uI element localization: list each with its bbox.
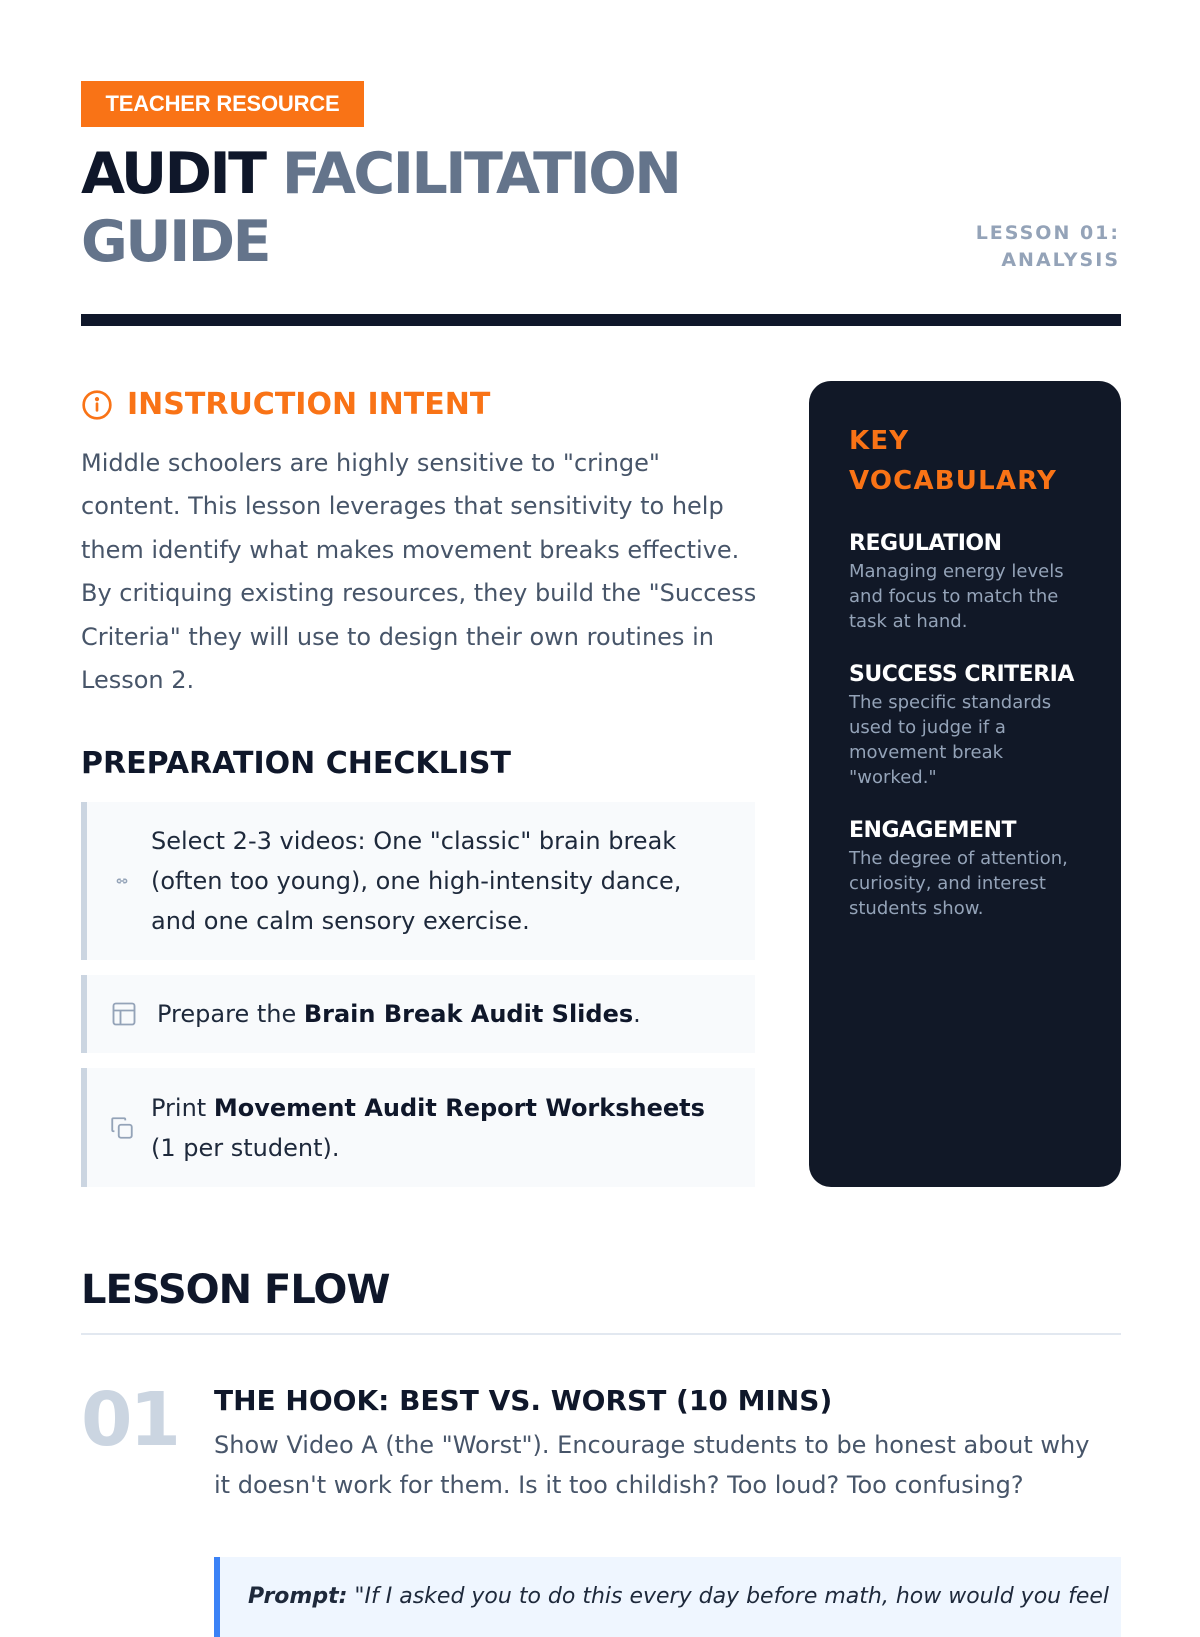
instruction-intent-heading: [81, 385, 490, 425]
vocab-term-name: REGULATION: [849, 531, 1002, 556]
step-number: 01: [81, 1377, 178, 1463]
prompt-text: "If I asked you to do this every day before math, how would you feel: [354, 1584, 1110, 1609]
checklist-item-videos: [81, 802, 755, 960]
page-title: [81, 140, 841, 276]
resource-badge: TEACHER RESOURCE: [81, 81, 364, 127]
vocab-term-engagement: [849, 816, 1081, 921]
layout-icon: [107, 1000, 141, 1028]
worksheet-name: Movement Audit Report Worksheets: [213, 1093, 705, 1122]
vocab-term-definition: The degree of attention, curiosity, and interest students show.: [849, 848, 1068, 919]
vocab-term-definition: Managing energy levels and focus to match the task at hand.: [849, 561, 1064, 632]
checklist-item-text: Print Movement Audit Report Worksheets (1 per student).: [151, 1093, 705, 1162]
prompt-label: Prompt:: [248, 1584, 348, 1609]
lesson-label-line2: ANALYSIS: [1001, 249, 1120, 271]
vocab-term-definition: The specific standards used to judge if a movement break "worked.": [849, 692, 1052, 788]
lesson-label-line1: LESSON 01:: [975, 222, 1120, 244]
page-title-part2: FACILITATION GUIDE: [81, 141, 680, 275]
checklist-item-worksheets: [81, 1068, 755, 1187]
info-icon: [81, 389, 113, 421]
checklist-item-slides: [81, 975, 755, 1053]
page-title-part1: AUDIT: [81, 141, 265, 207]
vocab-term-name: ENGAGEMENT: [849, 818, 1016, 843]
step-title: THE HOOK: BEST VS. WORST (10 MINS): [214, 1384, 833, 1417]
checklist-item-text: Prepare the Brain Break Audit Slides.: [157, 1000, 641, 1028]
slides-name: Brain Break Audit Slides: [303, 1000, 634, 1028]
vocab-term-name: SUCCESS CRITERIA: [849, 662, 1074, 687]
lesson-label: [976, 220, 1120, 274]
vocab-term-success-criteria: [849, 660, 1081, 790]
key-vocabulary-title: KEY VOCABULARY: [849, 426, 1058, 496]
checklist-item-text: Select 2-3 videos: One "classic" brain break (often too young), one high-intensity dance, and one calm sensory exercise.: [151, 827, 682, 935]
key-vocabulary-card: [809, 381, 1121, 1187]
instruction-intent-body: Middle schoolers are highly sensitive to "cringe" content. This lesson leverages that sensitivity to help them identify what makes movement breaks effective. By critiquing existing resources, they build the "Success Criteria" they will use to design their own routines in Lesson 2.: [81, 449, 757, 695]
copy-icon: [107, 1115, 137, 1141]
lesson-flow-divider: [81, 1333, 1121, 1335]
step-body: Show Video A (the "Worst"). Encourage students to be honest about why it doesn't work for them. Is it too childish? Too loud? Too confusing?: [214, 1431, 1090, 1499]
header-divider: [81, 314, 1121, 326]
vocab-term-regulation: [849, 529, 1081, 634]
link-icon: [107, 874, 137, 888]
instruction-intent-title: INSTRUCTION INTENT: [127, 387, 491, 422]
step-prompt: [214, 1557, 1121, 1637]
lesson-flow-heading: LESSON FLOW: [81, 1267, 390, 1313]
preparation-checklist-heading: PREPARATION CHECKLIST: [81, 746, 511, 781]
